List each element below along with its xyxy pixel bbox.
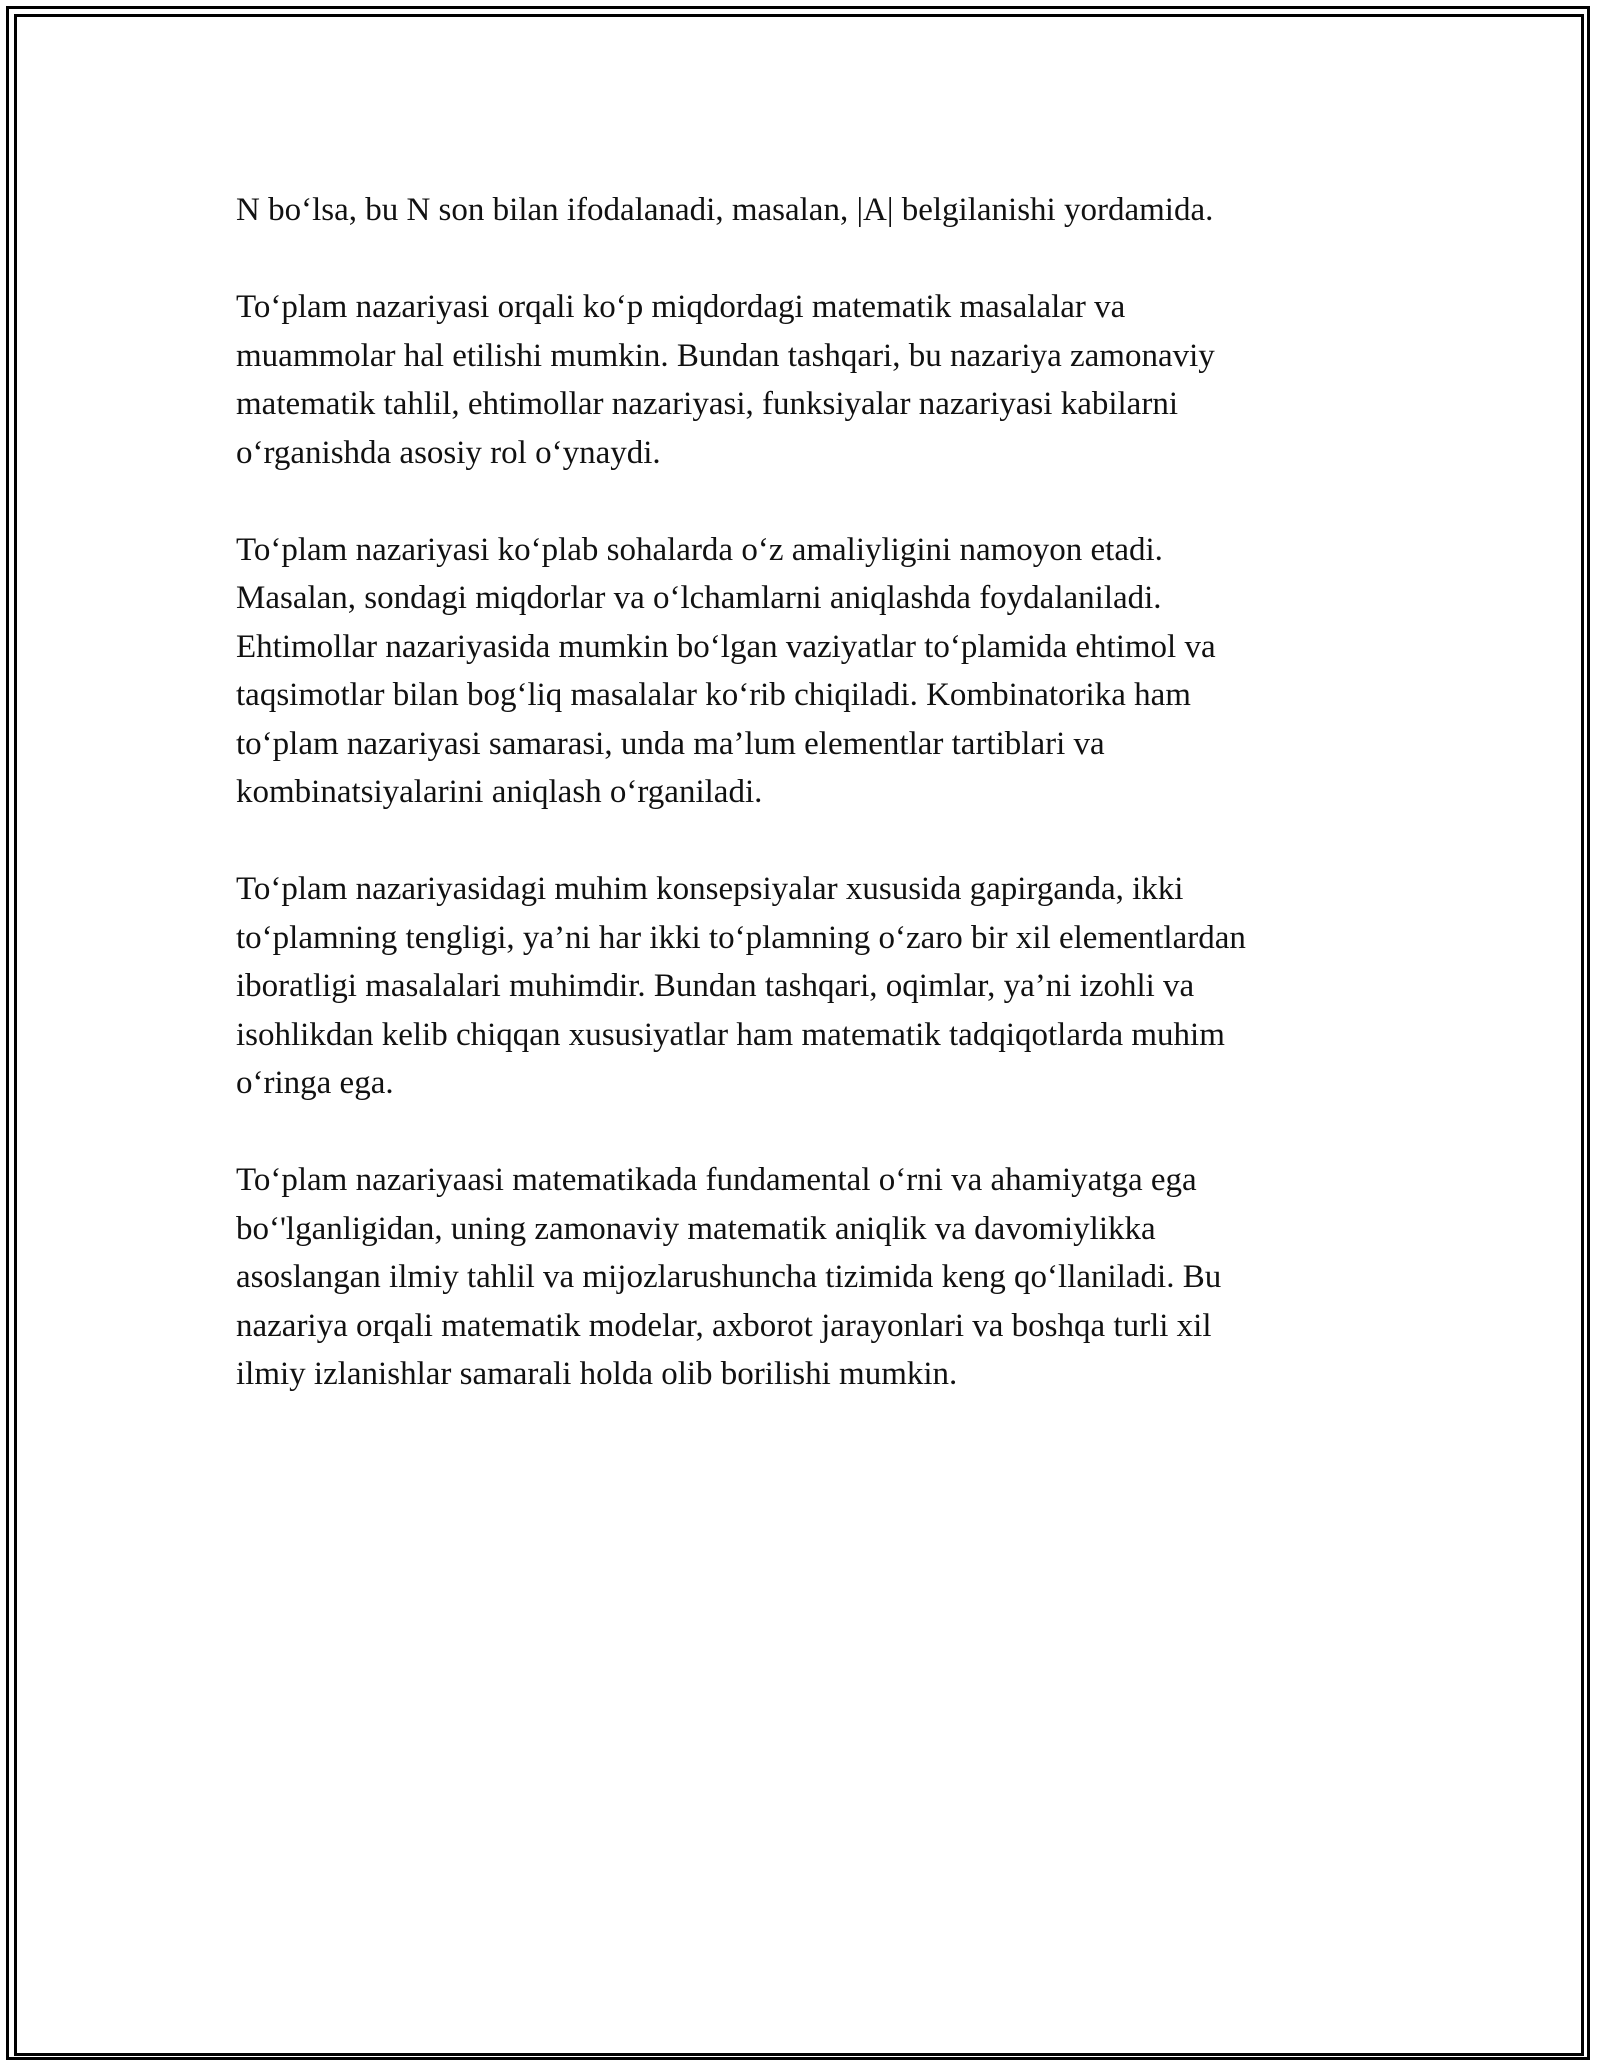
text-line: Masalan, sondagi miqdorlar va o‘lchamlarni aniqlashda foydalaniladi. [236,580,1162,616]
paragraph-1 [236,186,1366,235]
text-line: isohlikdan kelib chiqqan xususiyatlar ham matematik tadqiqotlarda muhim [236,1016,1225,1053]
paragraph-2 [236,283,1366,477]
text-line: to‘plam nazariyasi samarasi, unda ma’lum elementlar tartiblari va [236,725,1105,762]
text-line: o‘rganishda asosiy rol o‘ynaydi. [236,434,661,471]
text-line: nazariya orqali matematik modelar, axborot jarayonlari va boshqa turli xil [236,1307,1212,1344]
text-line: To‘plam nazariyasidagi muhim konsepsiyalar xususida gapirganda, ikki [236,871,1184,907]
paragraph-3 [236,526,1366,817]
text-line: To‘plam nazariyaasi matematikada fundamental o‘rni va ahamiyatga ega [236,1162,1197,1198]
paragraph-5 [236,1156,1366,1399]
text-line: bo‘'lganligidan, uning zamonaviy matematik aniqlik va davomiylikka [236,1210,1156,1247]
text-line: N bo‘lsa, bu N son bilan ifodalanadi, masalan, |A| belgilanishi yordamida. [236,192,1214,228]
text-line: kombinatsiyalarini aniqlash o‘rganiladi. [236,774,763,810]
text-line: matematik tahlil, ehtimollar nazariyasi, funksiyalar nazariyasi kabilarni [236,386,1178,422]
text-line: To‘plam nazariyasi orqali ko‘p miqdordagi matematik masalalar va [236,289,1126,325]
text-line: asoslangan ilmiy tahlil va mijozlarushuncha tizimida keng qo‘llaniladi. Bu [236,1259,1222,1295]
text-line: Ehtimollar nazariyasida mumkin bo‘lgan vaziyatlar to‘plamida ehtimol va [236,628,1216,665]
text-line: To‘plam nazariyasi ko‘plab sohalarda o‘z amaliyligini namoyon etadi. [236,531,1163,568]
text-line: ilmiy izlanishlar samarali holda olib borilishi mumkin. [236,1356,958,1392]
paragraph-4 [236,865,1366,1108]
text-line: iboratligi masalalari muhimdir. Bundan tashqari, oqimlar, ya’ni izohli va [236,968,1195,1004]
document-body [236,186,1366,1447]
text-line: taqsimotlar bilan bog‘liq masalalar ko‘rib chiqiladi. Kombinatorika ham [236,677,1191,713]
text-line: o‘ringa ega. [236,1065,394,1101]
text-line: muammolar hal etilishi mumkin. Bundan tashqari, bu nazariya zamonaviy [236,337,1215,374]
text-line: to‘plamning tengligi, ya’ni har ikki to‘plamning o‘zaro bir xil elementlardan [236,919,1246,956]
